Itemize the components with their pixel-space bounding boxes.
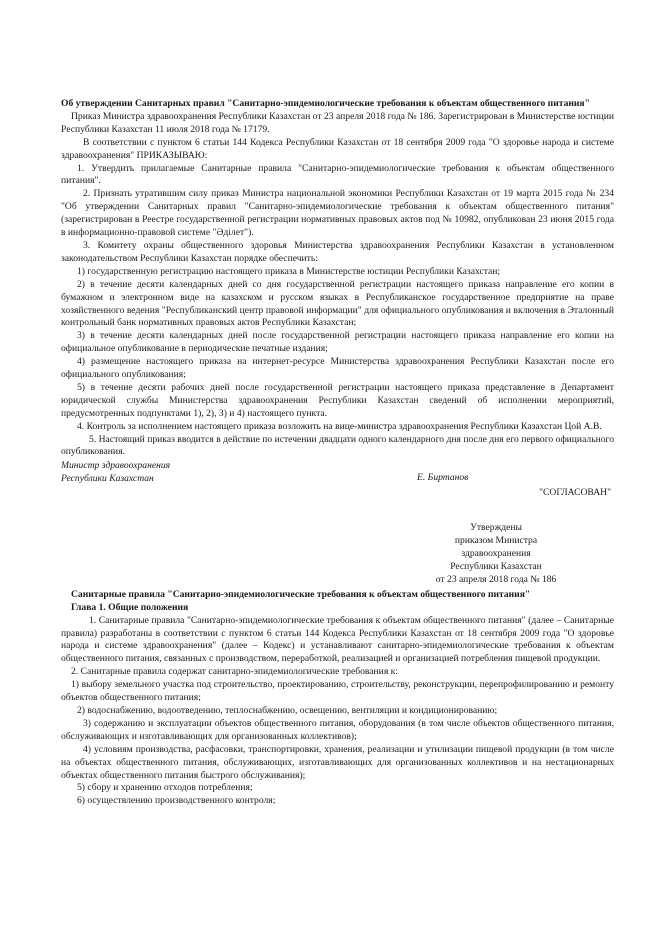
signature-block bbox=[61, 460, 614, 486]
order-item-4: 4. Контроль за исполнением настоящего приказа возложить на вице-министра здравоохранения Республики Казахстан Цой А.В. bbox=[77, 420, 602, 432]
rule-1: 1. Санитарные правила "Санитарно-эпидемиологические требования к объектам общественного питания" (далее – Санитарные правила) разработаны в соответствии с пунктом 6 статьи 144 Кодекса Республики Казахстан от 18 сентября 2009 года "О здоровье народа и системе здравоохранения" (далее – Кодекс) и устанавливают санитарно-эпидемиологические требования к объектам общественного питания, связанных с производством, переработкой, реализацией и организацией потребления пищевой продукции. bbox=[61, 614, 614, 665]
order-preamble: В соответствии с пунктом 6 статьи 144 Кодекса Республики Казахстан от 18 сентября 2009 года "О здоровье народа и системе здравоохранения" ПРИКАЗЫВАЮ: bbox=[61, 136, 614, 161]
approval-block bbox=[431, 522, 561, 587]
rule-2-4: 4) условиям производства, расфасовки, транспортировки, хранения, реализации и утилизации пищевой продукции (в том числе на объектах общественного питания, обслуживающих, изготавливающих для организованных коллективов и на нестационарных объектах общественного питания быстрого обслуживания); bbox=[61, 743, 614, 781]
rules-title: Санитарные правила "Санитарно-эпидемиологические требования к объектам общественного питания" bbox=[71, 588, 531, 600]
order-item-1: 1. Утвердить прилагаемые Санитарные правила "Санитарно-эпидемиологические требования к объектам общественного питания". bbox=[61, 162, 614, 187]
agreed-stamp: "СОГЛАСОВАН" bbox=[539, 487, 611, 499]
order-subitem-3-2: 2) в течение десяти календарных дней со дня государственной регистрации настоящего приказа направление его копии в бумажном и электронном виде на казахском и русском языках в Республиканское государственное предприятие на праве хозяйственного ведения "Республиканский центр правовой информации" для официального опубликования и включения в Эталонный контрольный банк нормативных правовых актов Республики Казахстан; bbox=[61, 278, 614, 329]
approval-line-3: здравоохранения bbox=[461, 548, 531, 560]
document-body bbox=[61, 98, 614, 808]
rule-2-5: 5) сбору и хранению отходов потребления; bbox=[77, 782, 253, 794]
rule-2-1: 1) выбору земельного участка под строительство, проектированию, строительству, реконструкции, перепрофилированию и ремонту объектов общественного питания; bbox=[61, 679, 614, 704]
order-item-5: 5. Настоящий приказ вводится в действие по истечении двадцати одного календарного дня после дня его первого официального опубликования. bbox=[61, 433, 614, 458]
approval-line-5: от 23 апреля 2018 года № 186 bbox=[435, 573, 557, 585]
rule-2-6: 6) осуществлению производственного контроля; bbox=[77, 795, 276, 807]
order-item-2: 2. Признать утратившим силу приказ Министра национальной экономики Республики Казахстан от 19 марта 2015 года № 234 "Об утверждении Санитарных правил "Санитарно-эпидемиологические требования к объектам общественного питания" (зарегистрирован в Реестре государственной регистрации нормативных правовых актов под № 10982, опубликован 23 июня 2015 года в информационно-правовой системе "Әділет"). bbox=[61, 188, 614, 239]
signature-position-line1: Министр здравоохранения bbox=[61, 460, 171, 472]
approval-line-1: Утверждены bbox=[470, 522, 522, 534]
order-subitem-3-5: 5) в течение десяти рабочих дней после государственной регистрации настоящего приказа представление в Департамент юридической службы Министерства здравоохранения Республики Казахстан сведений об исполнении мероприятий, предусмотренных подпунктами 1), 2), 3) и 4) настоящего пункта. bbox=[61, 381, 614, 419]
rule-2-3: 3) содержанию и эксплуатации объектов общественного питания, оборудования (в том числе объектов общественного питания, обслуживающих и изготавливающих для организованных коллективов); bbox=[61, 717, 614, 742]
rule-2-2: 2) водоснабжению, водоотведению, теплоснабжению, освещению, вентиляции и кондиционированию; bbox=[77, 704, 498, 716]
approval-line-2: приказом Министра bbox=[454, 535, 538, 547]
order-subitem-3-1: 1) государственную регистрацию настоящего приказа в Министерстве юстиции Республики Казахстан; bbox=[77, 265, 501, 277]
order-subitem-3-3: 3) в течение десяти календарных дней после государственной регистрации настоящего приказа направление его копии на официальное опубликование в периодические печатные издания; bbox=[61, 330, 614, 355]
order-item-3: 3. Комитету охраны общественного здоровья Министерства здравоохранения Республики Казахстан в установленном законодательством Республики Казахстан порядке обеспечить: bbox=[61, 239, 614, 264]
rule-2: 2. Санитарные правила содержат санитарно-эпидемиологические требования к: bbox=[71, 666, 398, 678]
approval-line-4: Республики Казахстан bbox=[450, 561, 542, 572]
chapter-1-heading: Глава 1. Общие положения bbox=[71, 601, 189, 613]
order-subitem-3-4: 4) размещение настоящего приказа на интернет-ресурсе Министерства здравоохранения Республики Казахстан после его официального опубликования; bbox=[61, 356, 614, 381]
signature-name: Е. Биртанов bbox=[417, 472, 469, 484]
order-title: Об утверждении Санитарных правил "Санитарно-эпидемиологические требования к объектам общественного питания" bbox=[61, 98, 590, 109]
signature-position bbox=[61, 460, 170, 486]
signature-position-line2: Республики Казахстан bbox=[61, 473, 154, 485]
order-meta: Приказ Министра здравоохранения Республики Казахстан от 23 апреля 2018 года № 186. Зарегистрирован в Министерстве юстиции Республики Казахстан 11 июля 2018 года № 17179. bbox=[61, 110, 614, 135]
